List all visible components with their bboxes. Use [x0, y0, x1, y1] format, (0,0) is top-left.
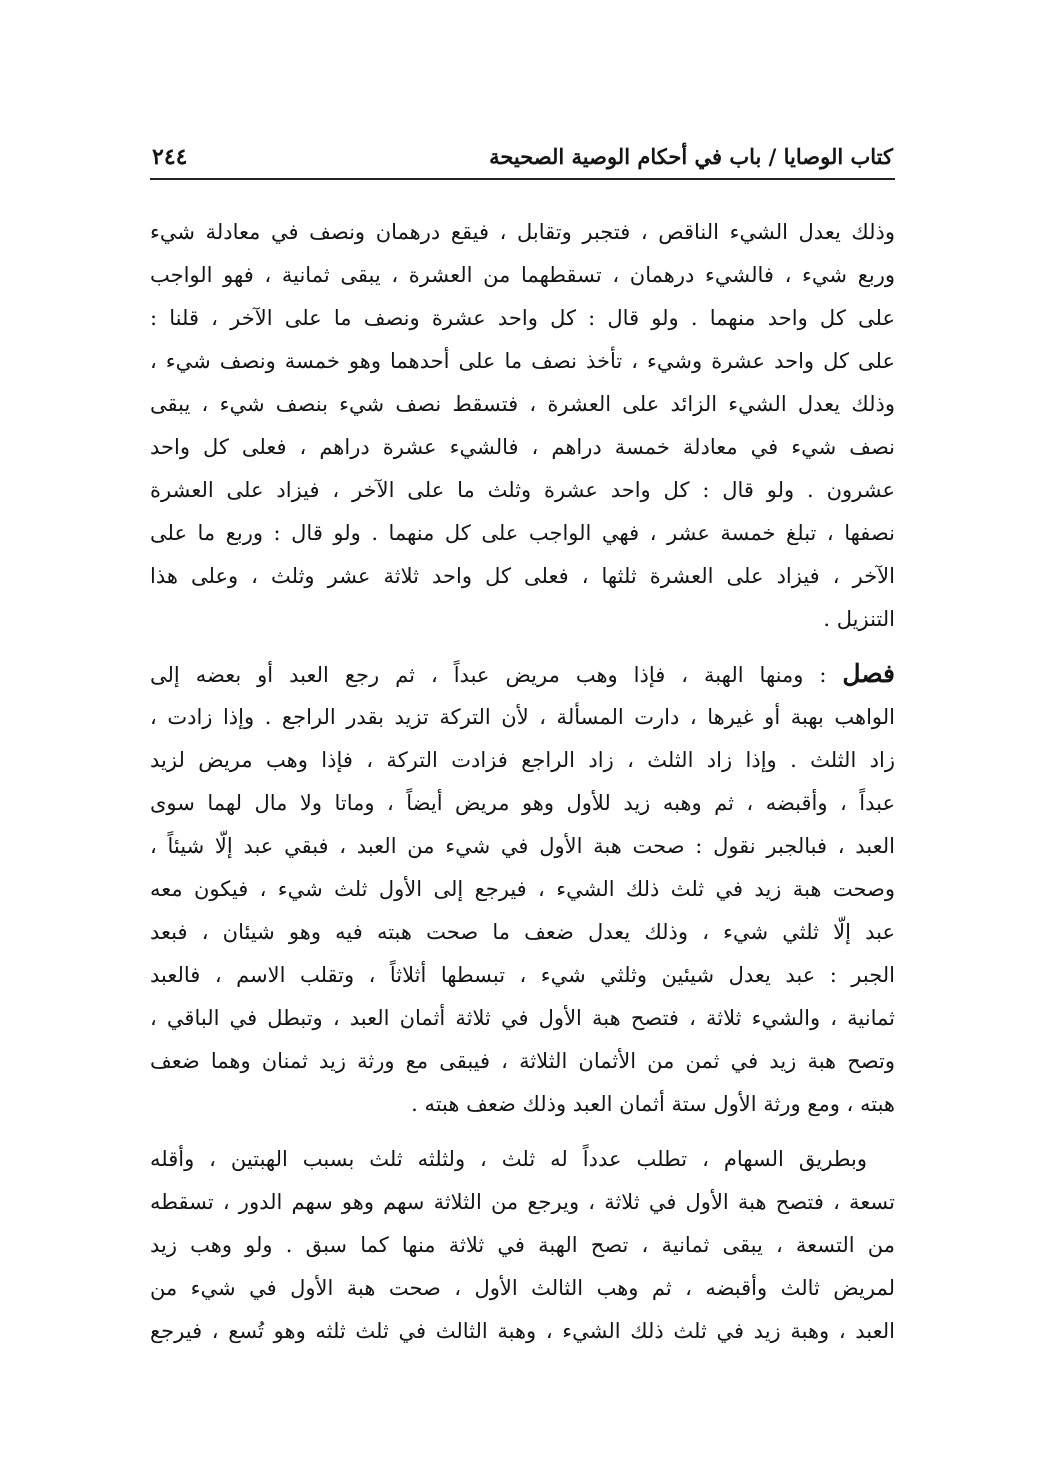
text-line: وذلك يعدل الشيء الناقص ، فتجبر وتقابل ، فيقع درهمان ونصف في معادلة شيء: [150, 220, 895, 244]
text-line: هبته ، ومع ورثة الأول ستة أثمان العبد وذلك ضعف هبته .: [411, 1092, 895, 1116]
text-line: التنزيل .: [823, 607, 895, 631]
text-line: العبد ، وهبة زيد في ثلث ذلك الشيء ، وهبة الثالث في ثلث ثلثه وهو تُسع ، فيرجع: [150, 1319, 895, 1343]
section-keyword: فصل: [842, 659, 895, 688]
page-number: ٢٤٤: [152, 144, 188, 170]
text-line: عبداً ، وأقبضه ، ثم وهبه زيد للأول وهو مريض أيضاً ، وماتا ولا مال لهما سوى: [150, 791, 895, 815]
text-line: من التسعة ، يبقى ثمانية ، تصح الهبة في ثلاثة منها كما سبق . ولو وهب زيد: [150, 1233, 895, 1257]
text-line: زاد الثلث . وإذا زاد الثلث ، زاد الراجع فزادت التركة ، فإذا وهب مريض لزيد: [150, 748, 895, 772]
text-line: لمريض ثالث وأقبضه ، ثم وهب الثالث الأول ، صحت هبة الأول في شيء من: [150, 1276, 895, 1300]
text-line: على كل واحد عشرة وشيء ، تأخذ نصف ما على أحدهما وهو خمسة ونصف شيء ،: [150, 349, 895, 373]
page-header: [150, 140, 895, 180]
text-line: الواهب بهبة أو غيرها ، دارت المسألة ، لأن التركة تزيد بقدر الراجع . وإذا زادت ،: [150, 705, 895, 729]
text-line: على كل واحد منهما . ولو قال : كل واحد عشرة ونصف ما على الآخر ، قلنا :: [150, 306, 895, 330]
text-line: تسعة ، فتصح هبة الأول في ثلاثة ، ويرجع من الثلاثة سهم وهو سهم الدور ، تسقطه: [150, 1190, 895, 1214]
text-line: عشرون . ولو قال : كل واحد عشرة وثلث ما على الآخر ، فيزاد على العشرة: [150, 478, 895, 502]
text-line: وربع شيء ، فالشيء درهمان ، تسقطهما من العشرة ، يبقى ثمانية ، فهو الواجب: [150, 263, 895, 287]
text-line: الآخر ، فيزاد على العشرة ثلثها ، فعلى كل واحد ثلاثة عشر وثلث ، وعلى هذا: [150, 564, 895, 588]
text-line-rest: : ومنها الهبة ، فإذا وهب مريض عبداً ، ثم رجع العبد أو بعضه إلى: [150, 663, 843, 687]
text-line: وتصح هبة زيد في ثمن من الأثمان الثلاثة ، فيبقى مع ورثة زيد ثمنان وهما ضعف: [150, 1049, 895, 1073]
text-line: الجبر : عبد يعدل شيئين وثلثي شيء ، تبسطها أثلاثاً ، وتقلب الاسم ، فالعبد: [150, 963, 895, 987]
text-line: وصحت هبة زيد في ثلث ذلك الشيء ، فيرجع إلى الأول ثلث شيء ، فيكون معه: [150, 877, 895, 901]
text-line: وذلك يعدل الشيء الزائد على العشرة ، فتسقط نصف شيء بنصف شيء ، يبقى: [150, 392, 895, 416]
text-line: نصفها ، تبلغ خمسة عشر ، فهي الواجب على كل منهما . ولو قال : وربع ما على: [150, 521, 895, 545]
text-line: وبطريق السهام ، تطلب عدداً له ثلث ، ولثلثه ثلث بسبب الهبتين ، وأقله: [150, 1147, 867, 1171]
text-line: العبد ، فبالجبر نقول : صحت هبة الأول في شيء من العبد ، فبقي عبد إلّا شيئاً ،: [150, 834, 895, 858]
text-line: ثمانية ، والشيء ثلاثة ، فتصح هبة الأول في ثلاثة أثمان العبد ، وتبطل في الباقي ،: [150, 1006, 895, 1030]
text-line: عبد إلّا ثلثي شيء ، وذلك يعدل ضعف ما صحت هبته فيه وهو شيئان ، فبعد: [150, 920, 895, 944]
running-title: كتاب الوصايا / باب في أحكام الوصية الصحيحة: [489, 144, 893, 169]
text-line: نصف شيء في معادلة خمسة دراهم ، فالشيء عشرة دراهم ، فعلى كل واحد: [150, 435, 895, 459]
text-line: [150, 653, 895, 695]
